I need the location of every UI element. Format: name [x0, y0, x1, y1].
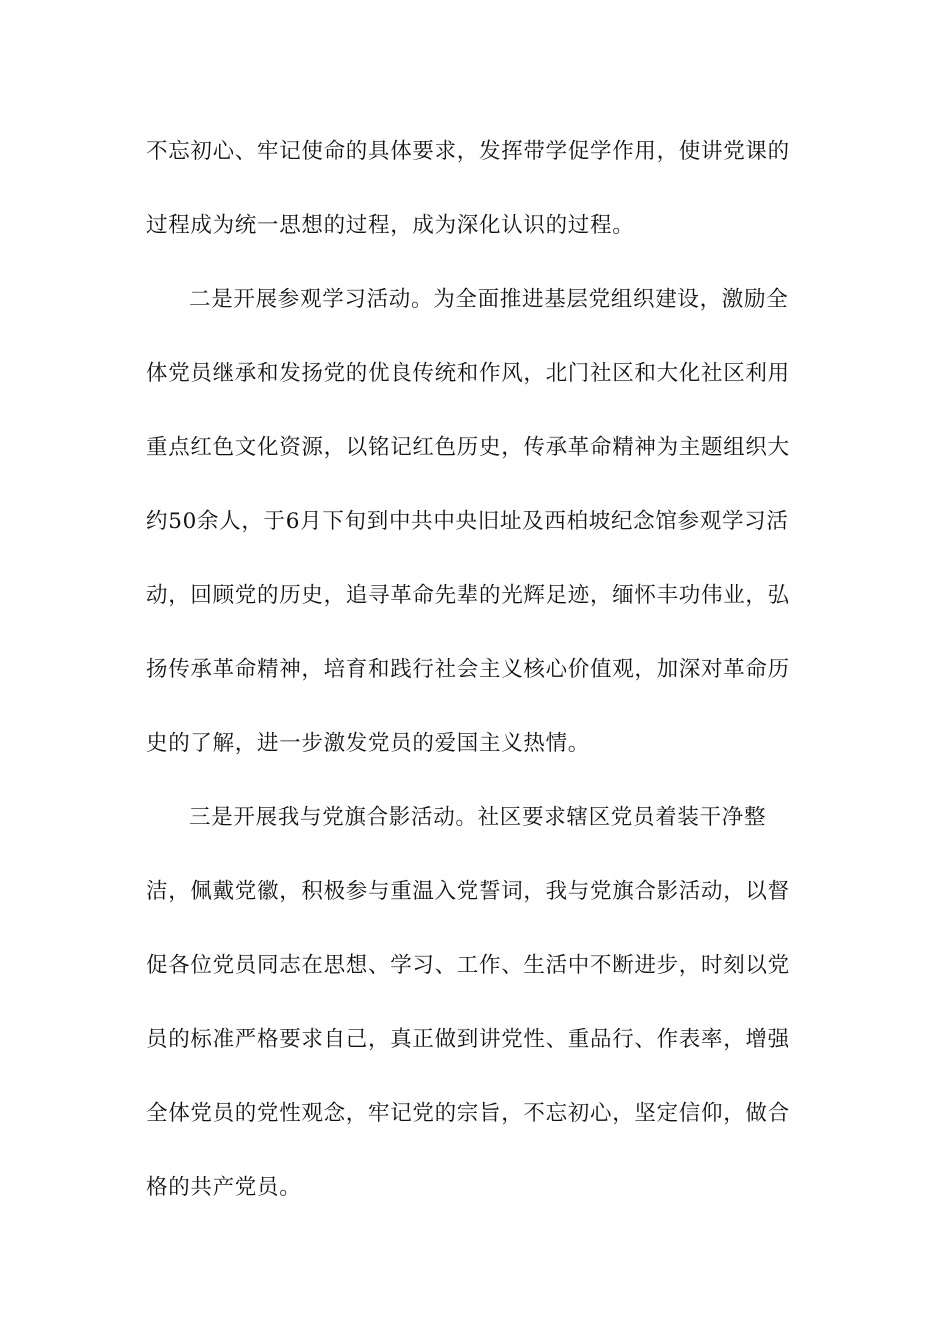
text-line: 约50余人，于6月下旬到中共中央旧址及西柏坡纪念馆参观学习活 [146, 509, 789, 534]
text-line: 二是开展参观学习活动。为全面推进基层党组织建设，激励全 [189, 287, 789, 312]
text-line: 体党员继承和发扬党的优良传统和作风，北门社区和大化社区利用 [146, 361, 790, 386]
text-line: 过程成为统一思想的过程，成为深化认识的过程。 [146, 213, 635, 238]
text-line: 不忘初心、牢记使命的具体要求，发挥带学促学作用，使讲党课的 [146, 139, 790, 164]
text-line: 员的标准严格要求自己，真正做到讲党性、重品行、作表率，增强 [146, 1027, 790, 1052]
text-line: 史的了解，进一步激发党员的爱国主义热情。 [146, 731, 591, 756]
text-line: 重点红色文化资源，以铭记红色历史，传承革命精神为主题组织大 [146, 435, 790, 460]
text-line: 三是开展我与党旗合影活动。社区要求辖区党员着装干净整 [189, 805, 767, 830]
text-line: 扬传承革命精神，培育和践行社会主义核心价值观，加深对革命历 [146, 657, 790, 682]
text-line: 促各位党员同志在思想、学习、工作、生活中不断进步，时刻以党 [146, 953, 790, 978]
text-line: 格的共产党员。 [146, 1175, 302, 1200]
text-line: 洁，佩戴党徽，积极参与重温入党誓词，我与党旗合影活动，以督 [146, 879, 790, 904]
text-line: 动，回顾党的历史，追寻革命先辈的光辉足迹，缅怀丰功伟业，弘 [146, 583, 790, 608]
text-line: 全体党员的党性观念，牢记党的宗旨，不忘初心，坚定信仰，做合 [146, 1101, 790, 1126]
